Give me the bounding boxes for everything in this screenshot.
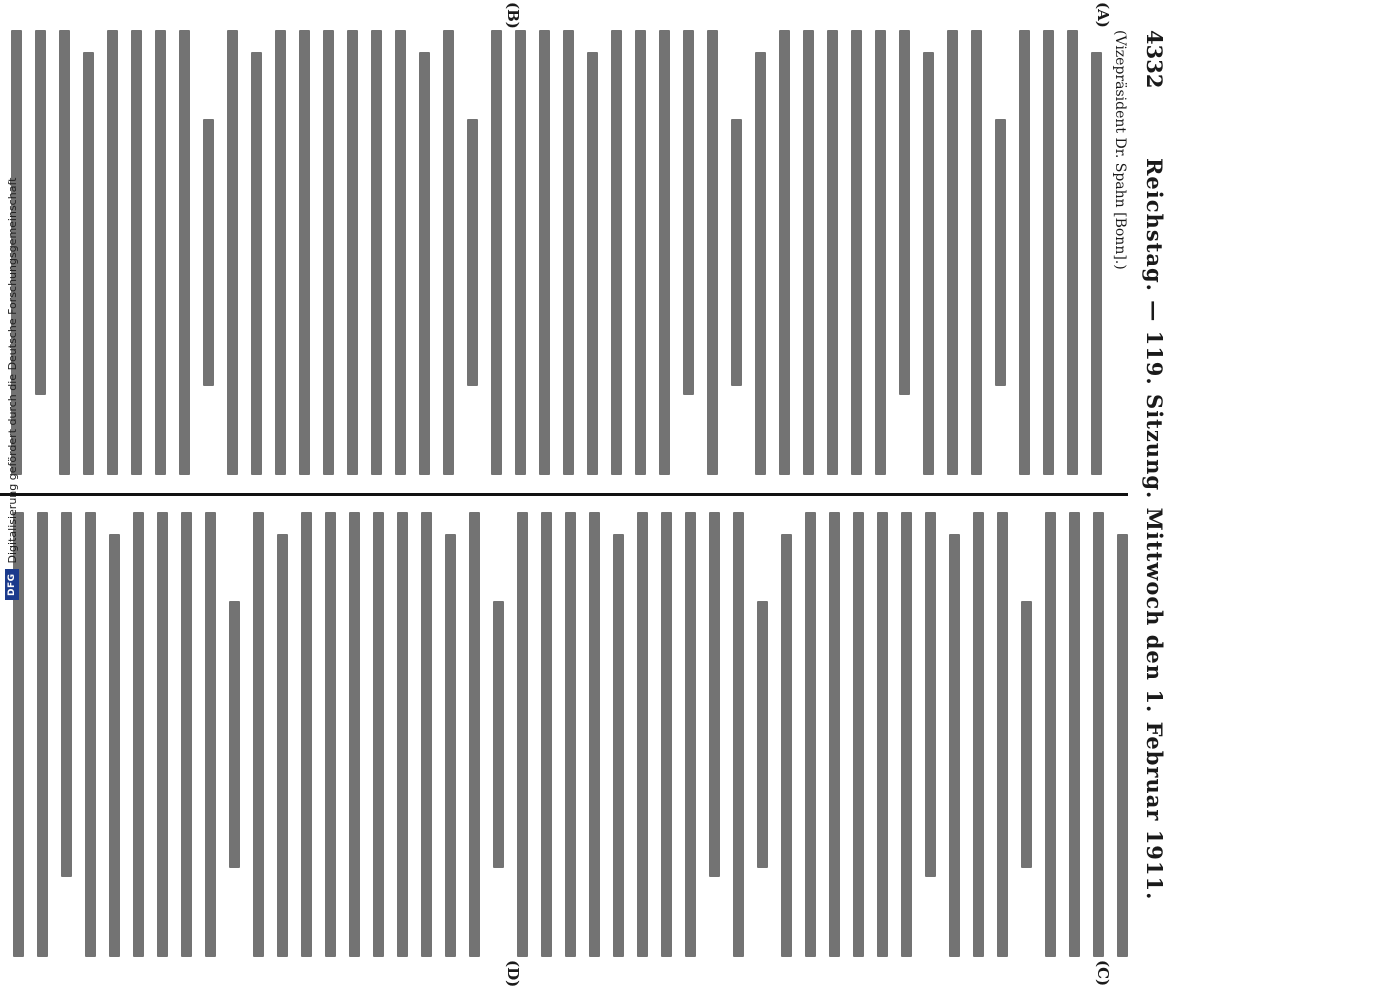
text-line (181, 512, 192, 957)
text-line (685, 512, 696, 957)
text-line (757, 601, 768, 868)
text-line (997, 512, 1008, 957)
text-line (661, 512, 672, 957)
text-line (445, 534, 456, 957)
text-line (253, 512, 264, 957)
text-line (109, 534, 120, 957)
text-column-left (0, 30, 1128, 475)
text-line (277, 534, 288, 957)
text-line (973, 512, 984, 957)
text-line (229, 601, 240, 868)
text-line (565, 512, 576, 957)
text-line (611, 30, 622, 475)
body-text-left (0, 30, 1102, 475)
text-line (683, 30, 694, 395)
text-line (347, 30, 358, 475)
text-line (829, 512, 840, 957)
body-text-right (0, 512, 1128, 957)
text-line (61, 512, 72, 877)
text-column-right (0, 512, 1128, 957)
digitization-credit (4, 177, 20, 600)
text-line (779, 30, 790, 475)
text-line (925, 512, 936, 877)
text-line (371, 30, 382, 475)
text-line (803, 30, 814, 475)
text-line (107, 30, 118, 475)
text-line (995, 119, 1006, 386)
text-line (851, 30, 862, 475)
text-line (709, 512, 720, 877)
text-line (731, 119, 742, 386)
text-line (443, 30, 454, 475)
text-line (35, 30, 46, 395)
text-line (1067, 30, 1078, 475)
text-line (563, 30, 574, 475)
text-line (301, 512, 312, 957)
column-divider (0, 493, 1128, 496)
text-line (637, 512, 648, 957)
text-line (707, 30, 718, 475)
text-line (515, 30, 526, 475)
text-line (613, 534, 624, 957)
text-line (85, 512, 96, 957)
page-number: 4332 (1142, 30, 1168, 89)
text-line (469, 512, 480, 957)
text-line (299, 30, 310, 475)
page-title: Reichstag. — 119. Sitzung. Mittwoch den 1. Februar 1911. (1142, 157, 1168, 901)
text-line (827, 30, 838, 475)
text-line (421, 512, 432, 957)
credit-text: Digitalisierung gefördert durch die Deutsche Forschungsgemeinschaft (5, 177, 19, 564)
text-line (659, 30, 670, 475)
text-line (395, 30, 406, 475)
text-line (635, 30, 646, 475)
text-line (589, 512, 600, 957)
speaker-note: (Vizepräsident Dr. Spahn [Bonn].) (1112, 30, 1128, 270)
text-line (971, 30, 982, 475)
margin-marker-b: (B) (504, 2, 522, 29)
dfg-logo: DFG (5, 569, 19, 600)
text-line (877, 512, 888, 957)
text-line (275, 30, 286, 475)
margin-marker-d: (D) (504, 960, 522, 988)
text-line (155, 30, 166, 475)
page-header (1138, 30, 1172, 970)
text-line (1091, 52, 1102, 475)
text-line (947, 30, 958, 475)
text-line (131, 30, 142, 475)
text-line (491, 30, 502, 475)
text-line (325, 512, 336, 957)
text-line (901, 512, 912, 957)
text-line (539, 30, 550, 475)
text-line (251, 52, 262, 475)
text-line (517, 512, 528, 957)
text-line (781, 534, 792, 957)
text-line (419, 52, 430, 475)
text-line (83, 52, 94, 475)
text-line (733, 512, 744, 957)
text-line (923, 52, 934, 475)
text-line (397, 512, 408, 957)
text-line (587, 52, 598, 475)
text-line (755, 52, 766, 475)
text-line (1043, 30, 1054, 475)
text-line (373, 512, 384, 957)
margin-marker-a: (A) (1094, 2, 1112, 28)
rotated-newspaper-page (0, 2, 1172, 988)
margin-marker-c: (C) (1094, 960, 1112, 987)
text-line (157, 512, 168, 957)
text-line (205, 512, 216, 957)
text-line (59, 30, 70, 475)
text-line (1117, 534, 1128, 957)
text-line (1069, 512, 1080, 957)
text-line (1019, 30, 1030, 475)
text-line (1093, 512, 1104, 957)
text-line (853, 512, 864, 957)
text-line (37, 512, 48, 957)
text-line (227, 30, 238, 475)
text-line (203, 119, 214, 386)
text-line (323, 30, 334, 475)
text-line (899, 30, 910, 395)
text-line (1045, 512, 1056, 957)
text-line (805, 512, 816, 957)
text-line (493, 601, 504, 868)
text-line (133, 512, 144, 957)
text-line (875, 30, 886, 475)
text-line (467, 119, 478, 386)
text-line (541, 512, 552, 957)
text-line (949, 534, 960, 957)
text-line (179, 30, 190, 475)
text-line (1021, 601, 1032, 868)
text-line (349, 512, 360, 957)
